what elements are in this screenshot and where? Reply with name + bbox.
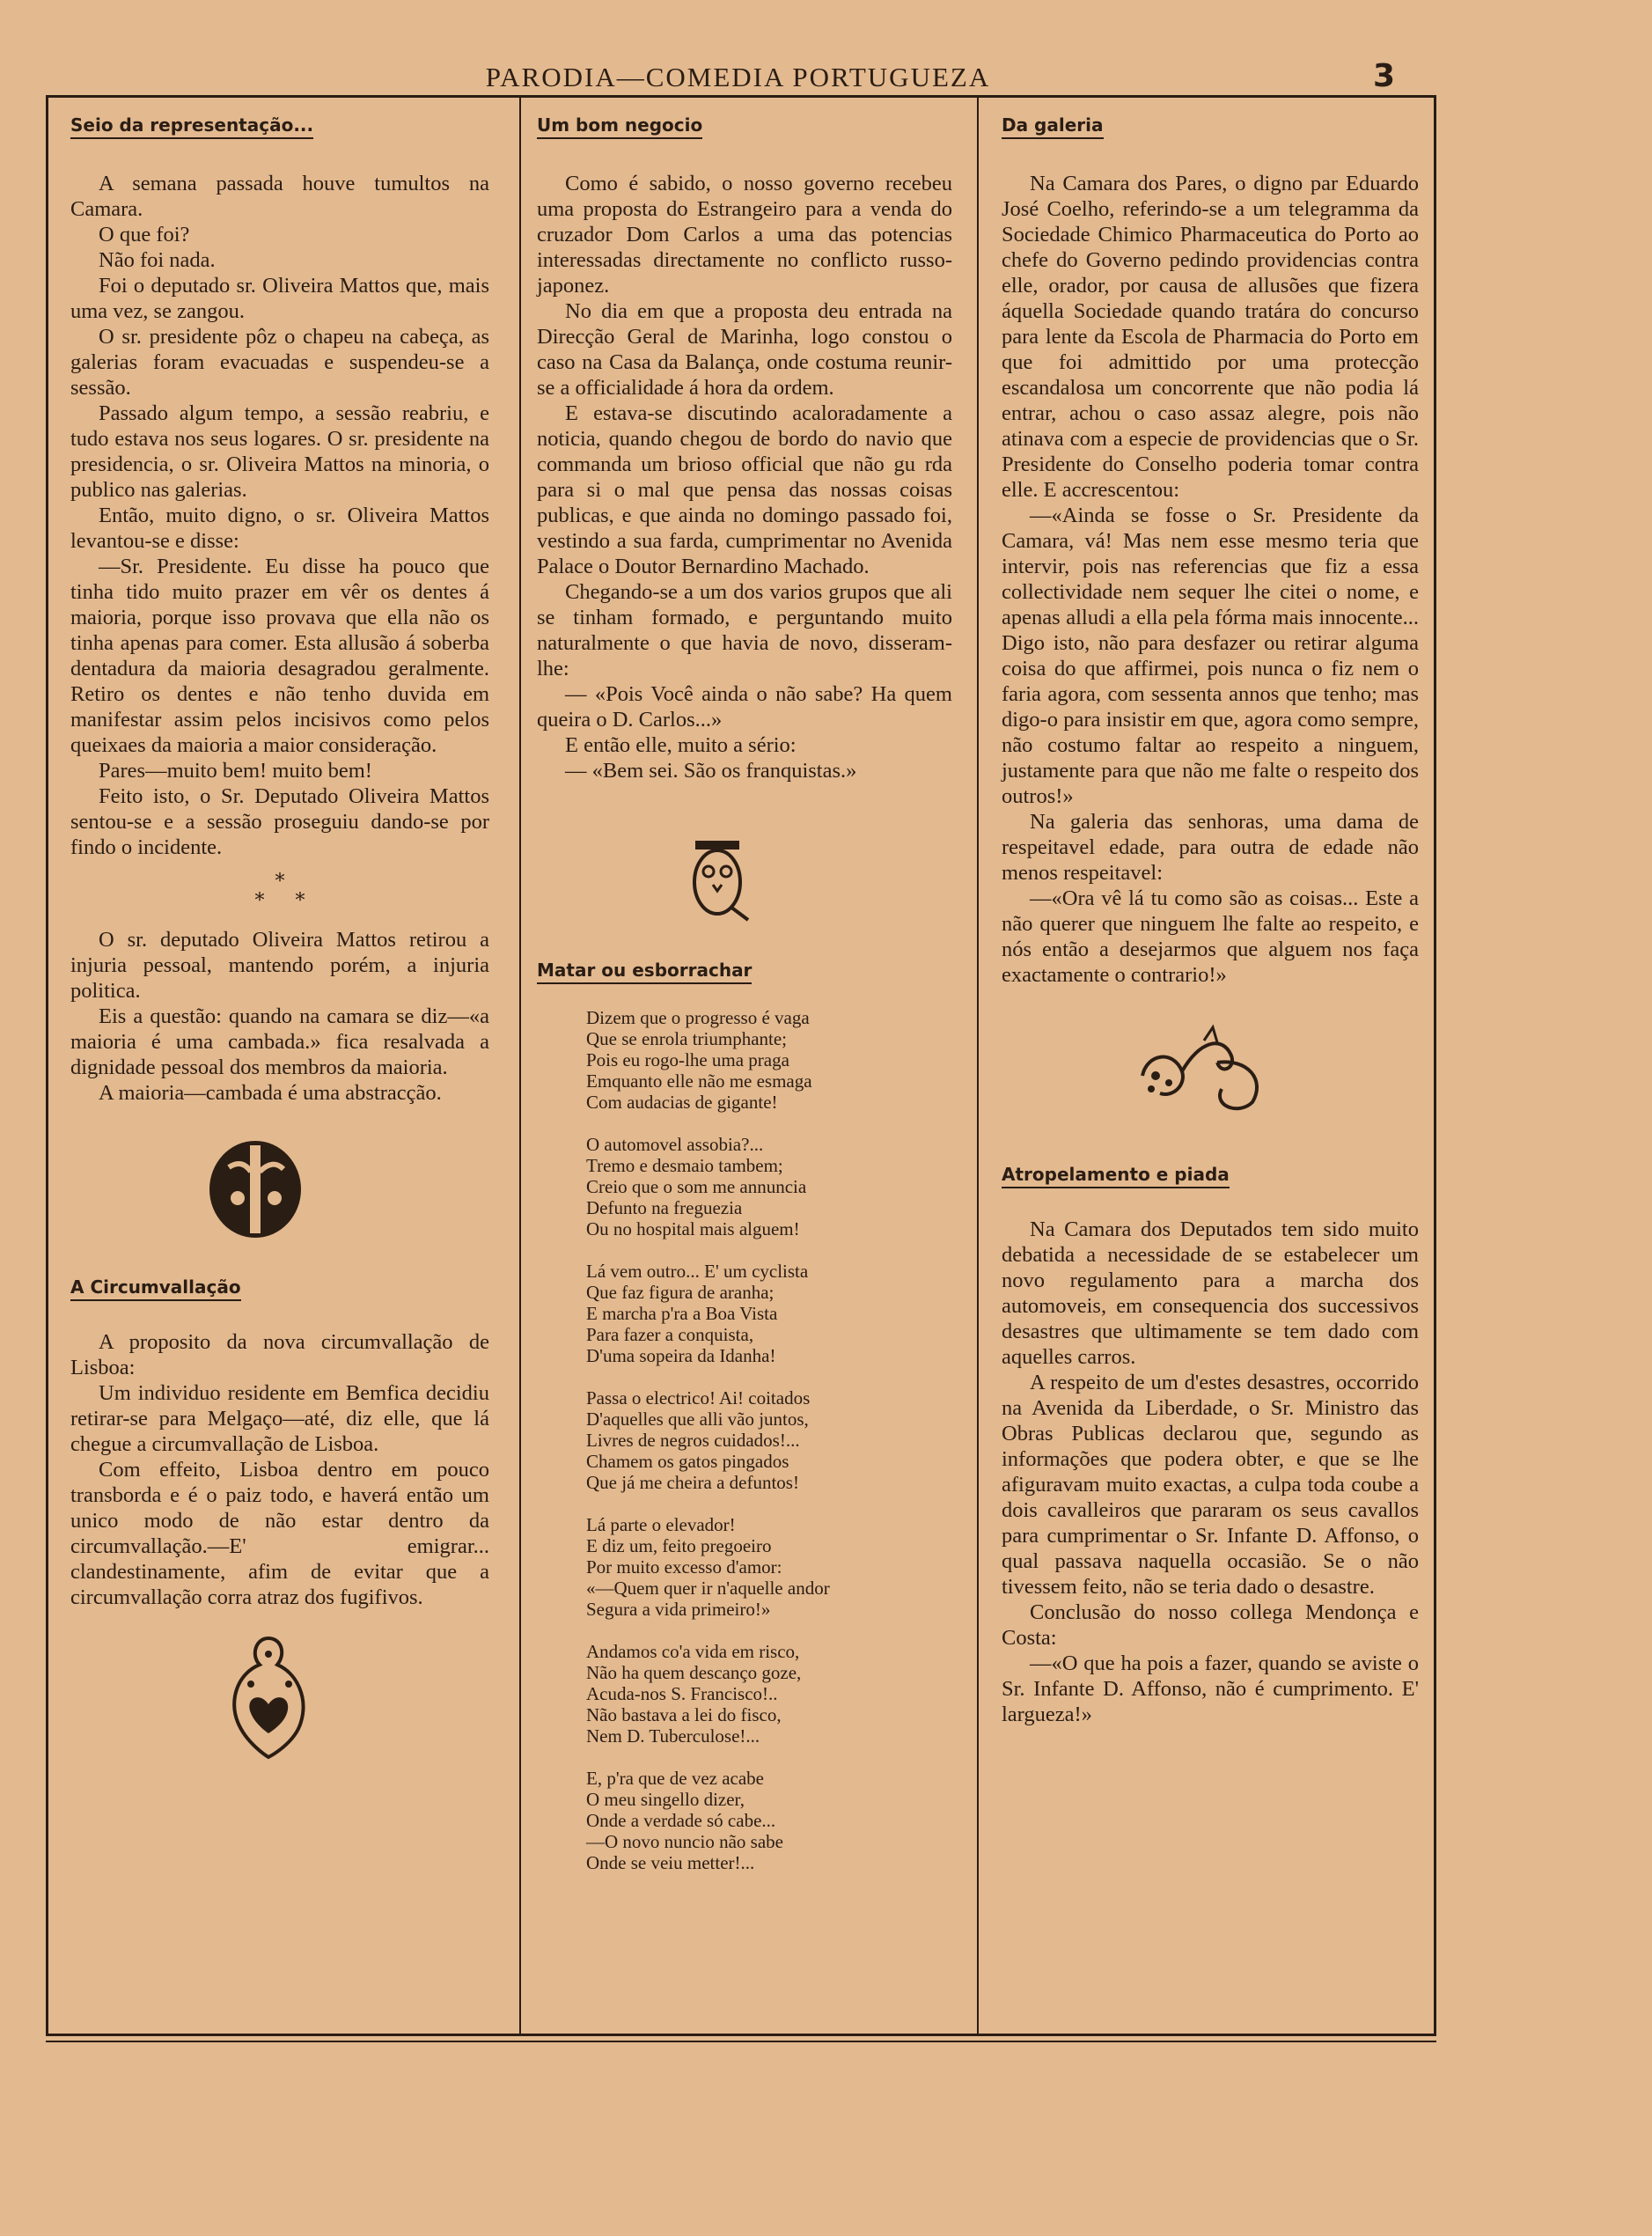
verse-line: O meu singello dizer, — [586, 1789, 745, 1810]
paragraph: Na Camara dos Pares, o digno par Eduardo José Coelho, referindo-se a um telegramma da Sociedade Chimico Pharmaceutica do Porto ao chefe do Governo pedindo providencias contra elle, orador, por causa de allusões que fizera áquella Sociedade quando tratára do concurso para lente da Escola de Pharmacia do Porto em que foi admittido por uma protecção escandalosa um concorrente que não podia lá entrar, achou o caso assaz alegre, pois não atinava com a especie de providencias que o Sr. Presidente do Conselho poderia tomar contra elle. E accrescentou: — [1002, 172, 1419, 502]
page-header-title: PARODIA—COMEDIA PORTUGUEZA — [485, 62, 991, 92]
verse-line: Ou no hospital mais alguem! — [586, 1218, 800, 1239]
paragraph: E estava-se discutindo acaloradamente a noticia, quando chegou de bordo do navio que commanda um brioso official que não gu rda para si o mal que pensa das nossas coisas publicas, e que ainda no domingo passado foi, vestindo a sua farda, cumprimentar no Avenida Palace o Doutor Bernardino Machado. — [537, 401, 952, 578]
verse-line: E marcha p'ra a Boa Vista — [586, 1303, 778, 1324]
verse-line: Com audacias de gigante! — [586, 1092, 778, 1113]
verse-line: E, p'ra que de vez acabe — [586, 1768, 764, 1789]
article-bom-negocio — [537, 171, 952, 783]
section-title-circumvallacao: A Circumvallação — [70, 1276, 241, 1301]
paragraph: O sr. presidente pôz o chapeu na cabeça, as galerias foram evacuadas e suspendeu-se a sessão. — [70, 325, 489, 400]
verse-line: Dizem que o progresso é vaga — [586, 1007, 810, 1028]
section-title-bom-negocio: Um bom negocio — [537, 114, 702, 139]
paragraph: Chegando-se a um dos varios grupos que ali se tinham formado, e perguntando muito naturalmente o que havia de novo, disseram-lhe: — [537, 580, 952, 680]
verse-line: Defunto na freguezia — [586, 1197, 743, 1218]
paragraph: Como é sabido, o nosso governo recebeu uma proposta do Estrangeiro para a venda do cruzador Dom Carlos a uma das potencias interessadas directamente no conflicto russo-japonez. — [537, 172, 952, 298]
ornament-owl-icon — [678, 827, 757, 924]
verse-line: Para fazer a conquista, — [586, 1324, 754, 1345]
paragraph: E então elle, muito a sério: — [565, 733, 797, 757]
verse-line: «—Quem quer ir n'aquelle andor — [586, 1578, 830, 1599]
verse-line: D'aquelles que alli vão juntos, — [586, 1409, 809, 1430]
article-seio — [70, 171, 489, 860]
verse-line: Livres de negros cuidados!... — [586, 1430, 800, 1451]
verse-line: Não ha quem descanço goze, — [586, 1662, 802, 1683]
article-atropelamento — [1002, 1217, 1419, 1727]
verse-line: Que se enrola triumphante; — [586, 1028, 788, 1049]
asterism-bottom: * * — [254, 890, 305, 912]
verse-line: Passa o electrico! Ai! coitados — [586, 1387, 811, 1409]
stanza — [586, 1387, 952, 1493]
stanza — [586, 1768, 952, 1873]
verse-line: Segura a vida primeiro!» — [586, 1599, 771, 1620]
paragraph: A semana passada houve tumultos na Camara. — [70, 172, 489, 221]
section-title-atropelamento: Atropelamento e piada — [1002, 1164, 1230, 1188]
column-1 — [70, 114, 489, 1762]
verse-line: Lá parte o elevador! — [586, 1514, 736, 1535]
article-galeria — [1002, 171, 1419, 988]
asterism — [70, 872, 489, 911]
paragraph: — «Bem sei. São os franquistas.» — [565, 759, 857, 783]
paragraph: Eis a questão: quando na camara se diz—«a maioria é uma cambada.» fica resalvada a dignidade pessoal dos membros da maioria. — [70, 1004, 489, 1079]
paragraph: A proposito da nova circumvallação de Lisboa: — [70, 1330, 489, 1379]
article-seio-continued — [70, 927, 489, 1106]
section-title-seio: Seio da representação... — [70, 114, 313, 139]
paragraph: A respeito de um d'estes desastres, occorrido na Avenida da Liberdade, o Sr. Ministro das Obras Publicas declarou que, segundo as informações que podera obter, e que se lhe afiguravam muito exactas, a culpa toda coube a dois cavalleiros que pararam os seus cavallos para cumprimentar o Sr. Infante D. Affonso, o qual passava naquella occasião. Se o não tivessem feito, não se teria dado o desastre. — [1002, 1371, 1419, 1599]
section-title-matar: Matar ou esborrachar — [537, 960, 752, 984]
paragraph: Com effeito, Lisboa dentro em pouco transborda e é o paiz todo, e haverá então um unico modo de não estar dentro da circumvallação.—E' emigrar... clandestinamente, afim de evitar que a circumvallação corra atraz dos fugifivos. — [70, 1458, 489, 1609]
verse-line: Que faz figura de aranha; — [586, 1282, 775, 1303]
verse-line: Acuda-nos S. Francisco!.. — [586, 1683, 778, 1704]
paragraph: Feito isto, o Sr. Deputado Oliveira Mattos sentou-se e a sessão proseguiu dando-se por findo o incidente. — [70, 784, 489, 859]
asterism-top: * — [275, 871, 285, 893]
paragraph: —«Ora vê lá tu como são as coisas... Este a não querer que ninguem lhe falte ao respeito, e nós então a desejarmos que alguem nos faça exactamente o contrario!» — [1002, 886, 1419, 987]
poem-matar — [586, 1007, 952, 1873]
paragraph: Foi o deputado sr. Oliveira Mattos que, mais uma vez, se zangou. — [70, 274, 489, 323]
column-3 — [1002, 114, 1419, 1727]
verse-line: Andamos co'a vida em risco, — [586, 1641, 800, 1662]
column-rule-2 — [977, 97, 979, 2034]
paragraph: A maioria—cambada é uma abstracção. — [99, 1081, 442, 1105]
paragraph: Na Camara dos Deputados tem sido muito debatida a necessidade de se estabelecer um novo regulamento para a marcha dos automoveis, em consequencia dos successivos desastres que ultimamente se tem dado com aquelles carros. — [1002, 1217, 1419, 1369]
page-number: 3 — [1373, 58, 1396, 94]
verse-line: Não bastava a lei do fisco, — [586, 1704, 782, 1725]
article-circumvallacao — [70, 1329, 489, 1610]
paragraph: —«Ainda se fosse o Sr. Presidente da Camara, vá! Mas nem esse mesmo teria que intervir, pois nas referencias que fiz a essa collectividade nem sequer lhe citei o nome, e apenas alludi a ella pela fórma mais innocente... Digo isto, não para desfazer ou retirar alguma coisa do que affirmei, pois nunca o fiz nem o faria agora, com sessenta annos que tenho; mas digo-o para insistir em que, agora como sempre, não costumo faltar ao respeito a ninguem, justamente para que não me falte o respeito dos outros!» — [1002, 504, 1419, 808]
verse-line: Nem D. Tuberculose!... — [586, 1725, 760, 1747]
paragraph: Conclusão do nosso collega Mendonça e Costa: — [1002, 1600, 1419, 1650]
section-title-galeria: Da galeria — [1002, 114, 1104, 139]
verse-line: Creio que o som me annuncia — [586, 1176, 807, 1197]
paragraph: Não foi nada. — [99, 248, 216, 272]
paragraph: Um individuo residente em Bemfica decidiu retirar-se para Melgaço—até, diz elle, que lá chegue a circumvallação de Lisboa. — [70, 1381, 489, 1456]
stanza — [586, 1007, 952, 1113]
paragraph: O sr. deputado Oliveira Mattos retirou a injuria pessoal, mantendo porém, a injuria politica. — [70, 928, 489, 1003]
stanza — [586, 1514, 952, 1620]
stanza — [586, 1641, 952, 1747]
stanza — [586, 1134, 952, 1239]
paragraph: Passado algum tempo, a sessão reabriu, e tudo estava nos seus logares. O sr. presidente na presidencia, o sr. Oliveira Mattos na minoria, o publico nas galerias. — [70, 401, 489, 502]
column-2 — [537, 114, 952, 1894]
verse-line: Chamem os gatos pingados — [586, 1451, 789, 1472]
ornament-mask-icon — [202, 1132, 308, 1247]
verse-line: Onde a verdade só cabe... — [586, 1810, 776, 1831]
verse-line: Tremo e desmaio tambem; — [586, 1155, 783, 1176]
verse-line: Emquanto elle não me esmaga — [586, 1070, 812, 1092]
verse-line: —O novo nuncio não sabe — [586, 1831, 783, 1852]
frame-double-rule — [46, 2041, 1436, 2042]
verse-line: O automovel assobia?... — [586, 1134, 764, 1155]
verse-line: E diz um, feito pregoeiro — [586, 1535, 772, 1556]
stanza — [586, 1261, 952, 1366]
paragraph: —Sr. Presidente. Eu disse ha pouco que tinha tido muito prazer em vêr os dentes á maioria, porque isso provava que ella não os tinha apenas para comer. Esta allusão á soberba dentadura da maioria desagradou geralmente. Retiro os dentes e não tenho duvida em manifestar assim pelos incisivos como pelos queixaes da maioria a maior consideração. — [70, 555, 489, 757]
ornament-heart-vase-icon — [220, 1629, 317, 1762]
paragraph: No dia em que a proposta deu entrada na Direcção Geral de Marinha, logo constou o caso na Casa da Balança, onde costuma reunir-se a officialidade á hora da ordem. — [537, 299, 952, 400]
verse-line: Por muito excesso d'amor: — [586, 1556, 782, 1578]
paragraph: Na galeria das senhoras, uma dama de respeitavel edade, para outra de edade não menos respeitavel: — [1002, 810, 1419, 885]
verse-line: Lá vem outro... E' um cyclista — [586, 1261, 809, 1282]
paragraph: O que foi? — [99, 223, 190, 246]
ornament-flourish-icon — [1134, 1023, 1274, 1120]
paragraph: — «Pois Você ainda o não sabe? Ha quem queira o D. Carlos...» — [537, 682, 952, 732]
verse-line: Que já me cheira a defuntos! — [586, 1472, 799, 1493]
verse-line: Pois eu rogo-lhe uma praga — [586, 1049, 789, 1070]
verse-line: D'uma sopeira da Idanha! — [586, 1345, 776, 1366]
paragraph: Então, muito digno, o sr. Oliveira Mattos levantou-se e disse: — [70, 504, 489, 553]
verse-line: Onde se veiu metter!... — [586, 1852, 755, 1873]
paragraph: —«O que ha pois a fazer, quando se aviste o Sr. Infante D. Affonso, não é cumprimento. E' largueza!» — [1002, 1651, 1419, 1726]
column-rule-1 — [519, 97, 521, 2034]
paragraph: Pares—muito bem! muito bem! — [99, 759, 372, 783]
